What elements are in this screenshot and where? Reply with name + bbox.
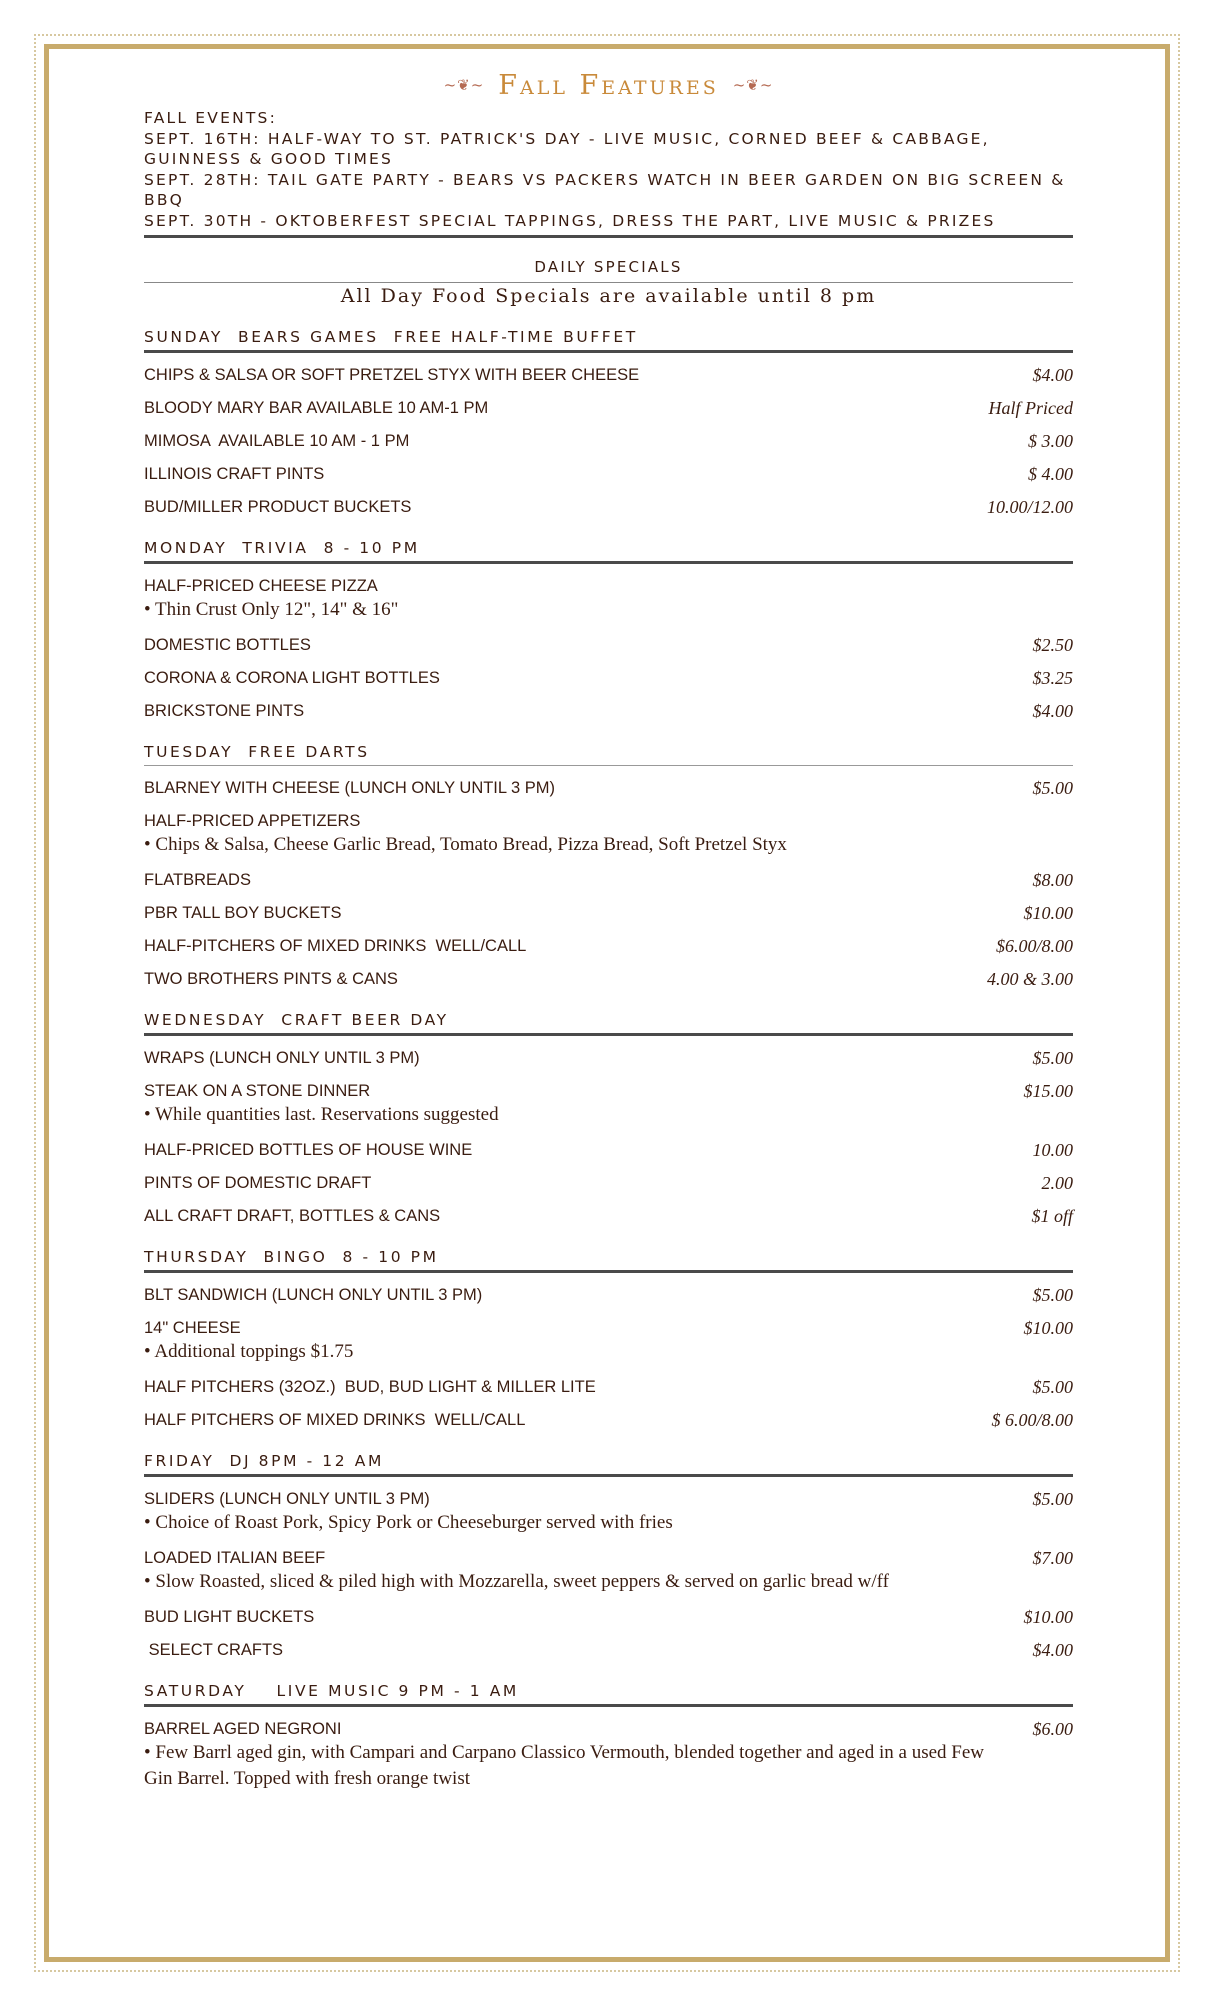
menu-item-price: $4.00 [1032,365,1073,385]
menu-item-price: $10.00 [1023,1607,1073,1627]
menu-item-text [144,935,996,957]
day-section [144,1452,1073,1661]
menu-item-name: PINTS OF DOMESTIC DRAFT [144,1174,372,1192]
menu-item [144,777,1073,799]
menu-item-text [144,463,1028,485]
menu-item-text [144,1547,1033,1595]
menu-item [144,1172,1073,1194]
menu-item-text [144,1080,1024,1128]
menu-item-description: • Slow Roasted, sliced & piled high with Mozzarella, sweet peppers & served on garlic bread w/ff [144,1571,889,1592]
menu-item-name: CHIPS & SALSA OR SOFT PRETZEL STYX WITH BEER CHEESE [144,366,640,384]
menu-item-price: $10.00 [1023,903,1073,923]
menu-item-text [144,869,1033,891]
section-heading: SATURDAY LIVE MUSIC 9 PM - 1 AM [144,1682,519,1700]
menu-item-name: ALL CRAFT DRAFT, BOTTLES & CANS [144,1207,441,1225]
divider [144,350,1073,353]
menu-item [144,575,1073,623]
menu-item [144,1139,1073,1161]
menu-item-price: 4.00 & 3.00 [986,969,1073,989]
menu-item-price: $4.00 [1032,1640,1073,1660]
menu-item-text [144,700,1033,722]
menu-item-text [144,1718,1033,1792]
menu-item-description: • Thin Crust Only 12", 14" & 16" [144,599,399,620]
menu-item-text [144,1205,1031,1227]
section-heading: FRIDAY DJ 8PM - 12 AM [144,1452,384,1470]
menu-item-price: $ 4.00 [1028,464,1073,484]
menu-item [144,496,1073,518]
menu-item-name: BUD LIGHT BUCKETS [144,1608,315,1626]
menu-item-name: MIMOSA AVAILABLE 10 AM - 1 PM [144,432,410,450]
menu-item-price: $4.00 [1032,701,1073,721]
day-section [144,743,1073,990]
daily-specials-heading: DAILY SPECIALS [534,258,683,276]
menu-item-price: $15.00 [1023,1081,1073,1101]
menu-item-price: $5.00 [1032,1048,1073,1068]
menu-item [144,700,1073,722]
menu-item [144,1376,1073,1398]
divider [144,235,1073,238]
menu-item-name: 14" CHEESE [144,1319,241,1337]
menu-item [144,1718,1073,1792]
day-section [144,1248,1073,1431]
menu-item-name: STEAK ON A STONE DINNER [144,1082,371,1100]
menu-item-price: $ 3.00 [1028,431,1073,451]
menu-item-name: HALF PITCHERS (32OZ.) BUD, BUD LIGHT & MILLER LITE [144,1378,596,1396]
menu-item [144,1284,1073,1306]
menu-item [144,1317,1073,1365]
menu-item-text [144,1606,1024,1628]
menu-item-name: PBR TALL BOY BUCKETS [144,904,342,922]
menu-item [144,935,1073,957]
menu-item-price: $5.00 [1032,1489,1073,1509]
menu-item-name: HALF-PRICED BOTTLES OF HOUSE WINE [144,1141,473,1159]
menu-item-name: BARREL AGED NEGRONI [144,1720,342,1738]
menu-item [144,1488,1073,1536]
menu-item-description: • While quantities last. Reservations suggested [144,1104,499,1125]
menu-item-price: $2.50 [1032,635,1073,655]
event-line: SEPT. 28TH: TAIL GATE PARTY - BEARS VS PACKERS WATCH IN BEER GARDEN ON BIG SCREEN & BBQ [144,170,1066,209]
event-line: SEPT. 16TH: HALF-WAY TO ST. PATRICK'S DAY - LIVE MUSIC, CORNED BEEF & CABBAGE, GUINNESS & GOOD TIMES [144,129,990,168]
menu-item-text [144,777,1033,799]
menu-item [144,1205,1073,1227]
daily-specials-note: All Day Food Specials are available until 8 pm [340,285,877,307]
menu-item-name: HALF-PRICED APPETIZERS [144,812,361,830]
menu-item-price: $6.00 [1032,1719,1073,1739]
title-row [144,68,1073,102]
menu-item-name: SELECT CRAFTS [144,1641,284,1659]
menu-item-text [144,364,1033,386]
divider [144,765,1073,766]
menu-item-price: $3.25 [1032,668,1073,688]
menu-item-text [144,968,987,990]
menu-item-text [144,667,1033,689]
menu-item-price: 10.00 [1032,1140,1073,1160]
menu-item-name: CORONA & CORONA LIGHT BOTTLES [144,669,440,687]
menu-item-name: DOMESTIC BOTTLES [144,636,311,654]
menu-item [144,1639,1073,1661]
menu-item [144,430,1073,452]
menu-item [144,810,1073,858]
menu-item-description: • Additional toppings $1.75 [144,1341,354,1362]
section-heading: SUNDAY BEARS GAMES FREE HALF-TIME BUFFET [144,328,638,346]
divider [144,1033,1073,1036]
menu-item-name: HALF-PITCHERS OF MIXED DRINKS WELL/CALL [144,937,527,955]
section-heading: MONDAY TRIVIA 8 - 10 PM [144,539,420,557]
menu-item-text [144,810,1073,858]
menu-item-price: $8.00 [1032,870,1073,890]
menu-item-text [144,1172,1042,1194]
menu-item-description: • Choice of Roast Pork, Spicy Pork or Cheeseburger served with fries [144,1512,673,1533]
divider [144,282,1073,283]
menu-item [144,869,1073,891]
menu-item-price: Half Priced [988,398,1073,418]
menu-item-price: $5.00 [1032,1377,1073,1397]
divider [144,1474,1073,1477]
menu-item [144,1080,1073,1128]
flourish-left-icon: ~❦~ [443,76,485,94]
menu-item-text [144,1317,1024,1365]
menu-item-description: • Chips & Salsa, Cheese Garlic Bread, Tomato Bread, Pizza Bread, Soft Pretzel Styx [144,834,787,855]
menu-item-text [144,430,1028,452]
menu-item-name: TWO BROTHERS PINTS & CANS [144,970,398,988]
menu-item-name: FLATBREADS [144,871,251,889]
menu-item [144,968,1073,990]
menu-item-price: 10.00/12.00 [986,497,1073,517]
menu-item [144,1047,1073,1069]
menu-item-text [144,496,987,518]
section-heading: WEDNESDAY CRAFT BEER DAY [144,1011,449,1029]
menu-item [144,463,1073,485]
menu-item-price: $1 off [1031,1206,1073,1226]
divider [144,1270,1073,1273]
section-heading: TUESDAY FREE DARTS [144,743,370,761]
menu-content [144,68,1073,1792]
menu-item-name: BRICKSTONE PINTS [144,702,305,720]
menu-item [144,364,1073,386]
menu-item-price: 2.00 [1041,1173,1073,1193]
menu-item-text [144,1376,1033,1398]
menu-item-name: BLARNEY WITH CHEESE (LUNCH ONLY UNTIL 3 PM) [144,779,556,797]
fall-events-heading: FALL EVENTS: [144,109,278,127]
menu-item-name: WRAPS (LUNCH ONLY UNTIL 3 PM) [144,1049,420,1067]
menu-item-description: • Few Barrl aged gin, with Campari and Carpano Classico Vermouth, blended together and aged in a used Few Gin Barrel. Topped with fresh orange twist [144,1742,984,1789]
menu-item-text [144,634,1033,656]
fall-events [144,108,1073,231]
divider [144,1704,1073,1707]
menu-item-text [144,1139,1033,1161]
menu-item-name: SLIDERS (LUNCH ONLY UNTIL 3 PM) [144,1490,430,1508]
menu-item [144,397,1073,419]
menu-item-text [144,902,1024,924]
menu-item-name: BLT SANDWICH (LUNCH ONLY UNTIL 3 PM) [144,1286,483,1304]
flourish-right-icon: ~❦~ [732,76,774,94]
menu-item-text [144,1488,1033,1536]
menu-item-name: LOADED ITALIAN BEEF [144,1549,326,1567]
day-section [144,1682,1073,1792]
day-section [144,328,1073,518]
menu-item-text [144,575,1073,623]
menu-item-text [144,397,989,419]
menu-item-name: ILLINOIS CRAFT PINTS [144,465,325,483]
specials-sections [144,328,1073,1792]
menu-item-price: $10.00 [1023,1318,1073,1338]
menu-item-price: $5.00 [1032,778,1073,798]
menu-item [144,634,1073,656]
menu-item-price: $6.00/8.00 [995,936,1073,956]
menu-item-name: HALF PITCHERS OF MIXED DRINKS WELL/CALL [144,1411,526,1429]
divider [144,561,1073,564]
menu-item [144,1409,1073,1431]
menu-item-text [144,1047,1033,1069]
menu-item [144,1606,1073,1628]
menu-item-name: HALF-PRICED CHEESE PIZZA [144,577,378,595]
day-section [144,539,1073,722]
menu-item-text [144,1639,1033,1661]
section-heading: THURSDAY BINGO 8 - 10 PM [144,1248,439,1266]
menu-item-price: $7.00 [1032,1548,1073,1568]
event-line: SEPT. 30TH - OKTOBERFEST SPECIAL TAPPINGS, DRESS THE PART, LIVE MUSIC & PRIZES [144,211,996,230]
menu-item-name: BLOODY MARY BAR AVAILABLE 10 AM-1 PM [144,399,489,417]
page-title: Fall Features [498,69,719,101]
menu-item-price: $5.00 [1032,1285,1073,1305]
day-section [144,1011,1073,1227]
menu-item-price: $ 6.00/8.00 [991,1410,1073,1430]
menu-item-name: BUD/MILLER PRODUCT BUCKETS [144,498,412,516]
menu-item-text [144,1284,1033,1306]
menu-item [144,1547,1073,1595]
menu-item [144,667,1073,689]
menu-item-text [144,1409,991,1431]
menu-item [144,902,1073,924]
